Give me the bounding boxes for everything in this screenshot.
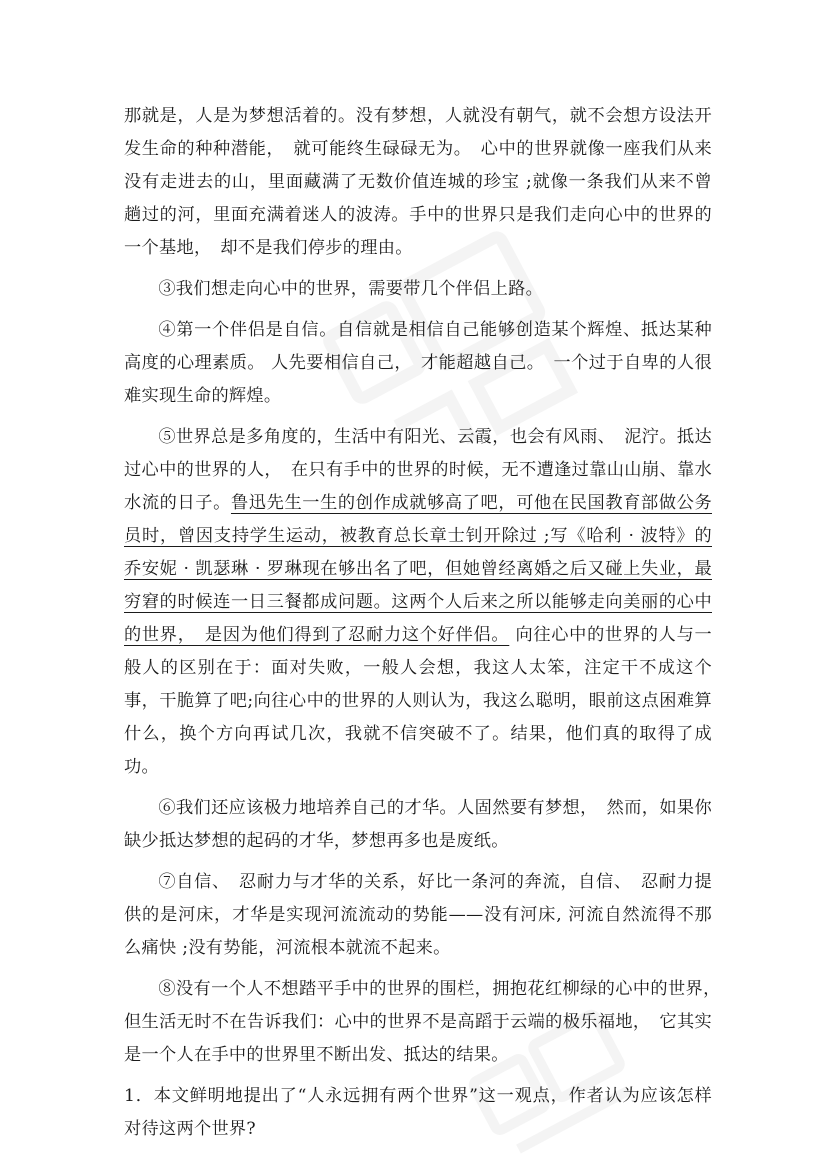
paragraph-3	[124, 273, 712, 306]
paragraph-text: ⑦自信、 忍耐力与才华的关系，好比一条河的奔流，自信、 忍耐力提供的是河床，才华是实现河流流动的势能——没有河床, 河流自然流得不那么痛快 ;没有势能，河流根本就流不起来。	[124, 872, 712, 958]
question-1: 1．本文鲜明地提出了“人永远拥有两个世界”这一观点，作者认为应该怎样对待这两个世界?	[124, 1086, 712, 1139]
paragraph-text: ⑤世界总是多角度的，生活中有阳光、云霞，也会有风雨、 泥泞。抵达过心中的世界的人， 在只有手中的世界的时候，无不遭逢过靠山山崩、靠水水流的日子。	[124, 427, 712, 513]
article-body	[124, 100, 730, 1146]
paragraph-4	[124, 314, 712, 413]
paragraph-text: ⑥我们还应该极力地培养自己的才华。人固然要有梦想， 然而，如果你缺少抵达梦想的起码的才华，梦想再多也是废纸。	[124, 798, 712, 851]
paragraph-continuation	[124, 100, 712, 265]
underlined-passage: 鲁迅先生一生的创作成就够高了吧，可他在民国教育部做公务员时，曾因支持学生运动，被教育总长章士钊开除过 ;写《哈利 · 波特》的乔安妮 · 凯瑟琳 · 罗琳现在够出名了吧，但她曾经离婚之后又碰上失业，最穷窘的时候连一日三餐都成问题。这两个人后来之所以能够走向美丽的心中的世界， 是因为他们得到了忍耐力这个好伴侣。	[124, 493, 712, 645]
paragraph-5	[124, 421, 712, 784]
paragraph-text: ③我们想走向心中的世界，需要带几个伴侣上路。	[158, 279, 544, 299]
paragraph-8	[124, 973, 730, 1072]
paragraph-text: ⑧没有一个人不想踏平手中的世界的围栏，拥抱花红柳绿的心中的世界， 但生活无时不在告诉我们：心中的世界不是高蹈于云端的极乐福地， 它其实是一个人在手中的世界里不断出发、抵达的结果。	[124, 979, 730, 1065]
paragraph-text: 向往心中的世界的人与一般人的区别在于：面对失败，一般人会想，我这人太笨，注定干不成这个事，干脆算了吧;向往心中的世界的人则认为，我这么聪明，眼前这点困难算什么，换个方向再试几次，我就不信突破不了。结果，他们真的取得了成功。	[124, 625, 712, 777]
paragraph-7	[124, 866, 712, 965]
paragraph-6	[124, 792, 712, 858]
paragraph-text: ④第一个伴侣是自信。自信就是相信自己能够创造某个辉煌、抵达某种高度的心理素质。 人先要相信自己， 才能超越自己。 一个过于自卑的人很难实现生命的辉煌。	[124, 320, 712, 406]
paragraph-text: 那就是，人是为梦想活着的。没有梦想，人就没有朝气，就不会想方设法开发生命的种种潜能， 就可能终生碌碌无为。 心中的世界就像一座我们从来没有走进去的山，里面藏满了无数价值连城的珍宝 ;就像一条我们从来不曾趟过的河，里面充满着迷人的波涛。手中的世界只是我们走向心中的世界的一个基地， 却不是我们停步的理由。	[124, 106, 712, 258]
